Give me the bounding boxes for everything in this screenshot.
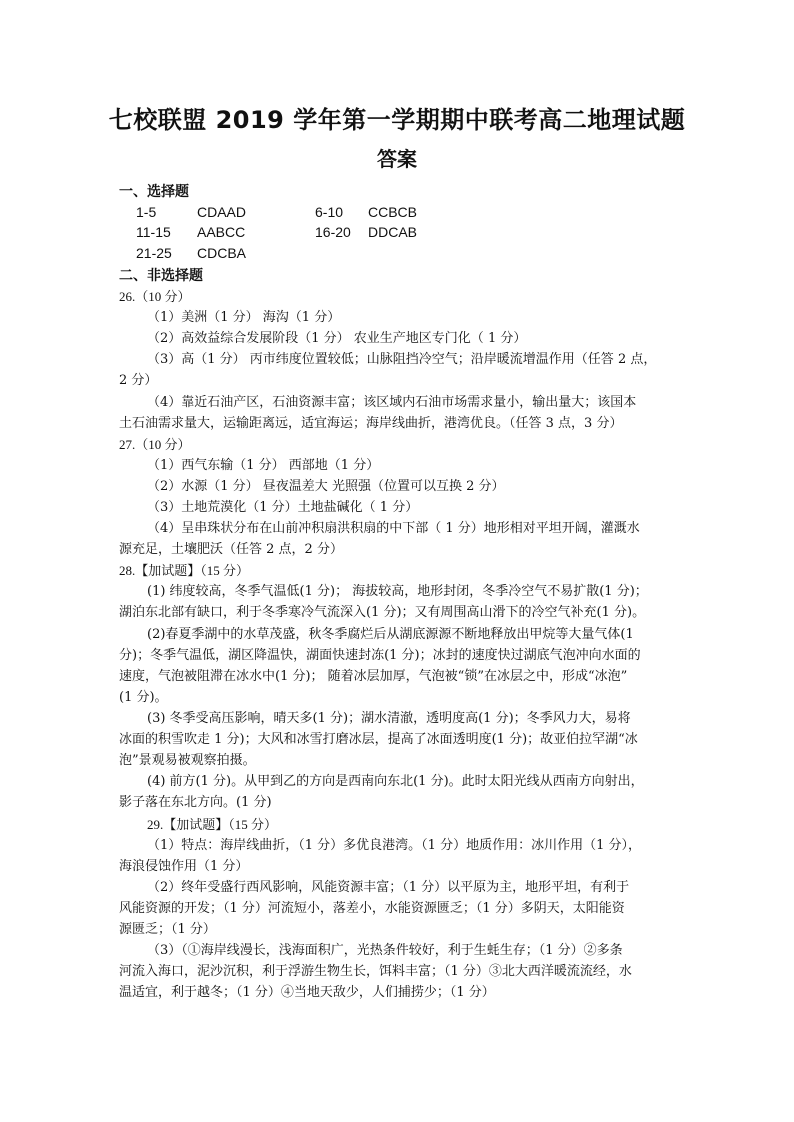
answer-line: 温适宜，利于越冬；（1 分）④当地天敌少，人们捕捞少；（1 分） bbox=[119, 985, 495, 1000]
section-heading-multiple-choice: 一、选择题 bbox=[119, 184, 189, 200]
answer-line: 河流入海口，泥沙沉积，利于浮游生物生长，饵料丰富；（1 分）③北大西洋暖流流经，水 bbox=[119, 964, 632, 979]
answer-line: (2)春夏季湖中的水草茂盛，秋冬季腐烂后从湖底源源不断地释放出甲烷等大量气体(1 bbox=[147, 627, 634, 642]
mc-answers: CDAAD bbox=[197, 204, 247, 220]
answer-line: 泡”景观易被观察拍摄。 bbox=[119, 753, 256, 768]
answer-line: （4）靠近石油产区，石油资源丰富；该区域内石油市场需求量小，输出量大；该国本 bbox=[147, 395, 637, 410]
answer-line: 影子落在东北方向。(1 分) bbox=[119, 795, 272, 810]
answer-line: （2）水源（1 分） 昼夜温差大 光照强（位置可以互换 2 分） bbox=[147, 479, 505, 494]
answer-line: 速度，气泡被阻滞在冰水中(1 分)； 随着冰层加厚，气泡被“锁”在冰层之中，形成“冰泡” bbox=[119, 669, 628, 684]
answer-line: 土石油需求量大，运输距离远，适宜海运；海岸线曲折，港湾优良。（任答 3 点，3 分） bbox=[119, 416, 623, 431]
answer-line: （2）终年受盛行西风影响，风能资源丰富；（1 分）以平原为主，地形平坦，有利于 bbox=[147, 880, 630, 895]
question-heading-26: 26.（10 分） bbox=[119, 289, 191, 304]
answer-line: (3) 冬季受高压影响，晴天多(1 分)；湖水清澈，透明度高(1 分)；冬季风力大，易将 bbox=[147, 711, 631, 726]
document-subtitle: 答案 bbox=[377, 147, 417, 171]
answer-line: （3）高（1 分） 丙市纬度位置较低；山脉阻挡冷空气；沿岸暖流增温作用（任答 2 点， bbox=[147, 352, 657, 367]
answer-line: （3）（①海岸线漫长，浅海面积广，光热条件较好，利于生蚝生存；（1 分）②多条 bbox=[147, 943, 623, 958]
question-heading-29: 29.【加试题】（15 分） bbox=[147, 817, 278, 832]
answer-line: 海浪侵蚀作用（1 分） bbox=[119, 859, 249, 874]
mc-range: 1-5 bbox=[136, 204, 157, 220]
answer-line: (1 分)。 bbox=[119, 690, 168, 705]
mc-answers: CCBCB bbox=[368, 204, 418, 220]
answer-line: （1）特点：海岸线曲折，（1 分）多优良港湾。（1 分）地质作用：冰川作用（1 分）， bbox=[147, 838, 641, 853]
answer-line: 湖泊东北部有缺口，利于冬季寒冷气流深入(1 分)；又有周围高山滑下的冷空气补充(1 分)。 bbox=[119, 605, 646, 620]
answer-line: （3）土地荒漠化（1 分）土地盐碱化（ 1 分） bbox=[147, 500, 419, 515]
answer-line: 2 分） bbox=[119, 373, 158, 388]
mc-range: 21-25 bbox=[136, 245, 172, 261]
answer-line: （2）高效益综合发展阶段（1 分） 农业生产地区专门化（ 1 分） bbox=[147, 331, 527, 346]
mc-answers: AABCC bbox=[197, 224, 246, 240]
document-title: 七校联盟 2019 学年第一学期期中联考高二地理试题 bbox=[108, 106, 686, 134]
answer-line: （1）西气东输（1 分） 西部地（1 分） bbox=[147, 458, 380, 473]
answer-line: 分)；冬季气温低，湖区降温快，湖面快速封冻(1 分)；冰封的速度快过湖底气泡冲向水面的 bbox=[119, 648, 641, 663]
answer-line: 源充足，土壤肥沃（任答 2 点，2 分） bbox=[119, 542, 343, 557]
answer-line: （1）美洲（1 分） 海沟（1 分） bbox=[147, 310, 341, 325]
answer-line: 冰面的积雪吹走 1 分)；大风和冰雪打磨冰层，提高了冰面透明度(1 分)；故亚伯拉罕湖“冰 bbox=[119, 732, 638, 747]
answer-line: 风能资源的开发；（1 分）河流短小，落差小，水能资源匮乏；（1 分）多阴天，太阳能资 bbox=[119, 901, 625, 916]
question-heading-27: 27.（10 分） bbox=[119, 437, 191, 452]
mc-range: 16-20 bbox=[315, 224, 351, 240]
question-heading-28: 28.【加试题】（15 分） bbox=[119, 563, 250, 578]
mc-answers: CDCBA bbox=[197, 245, 247, 261]
answer-line: (1) 纬度较高，冬季气温低(1 分)； 海拔较高，地形封闭，冬季冷空气不易扩散(1 分)； bbox=[147, 584, 648, 599]
answer-line: (4) 前方(1 分)。从甲到乙的方向是西南向东北(1 分)。此时太阳光线从西南方向射出， bbox=[147, 774, 644, 789]
mc-answers: DDCAB bbox=[368, 224, 418, 240]
mc-range: 11-15 bbox=[136, 224, 171, 240]
section-heading-non-choice: 二、非选择题 bbox=[119, 268, 203, 284]
mc-range: 6-10 bbox=[315, 204, 344, 220]
answer-line: （4）呈串珠状分布在山前冲积扇洪积扇的中下部（ 1 分）地形相对平坦开阔，灌溉水 bbox=[147, 521, 640, 536]
answer-line: 源匮乏；（1 分） bbox=[119, 922, 216, 937]
